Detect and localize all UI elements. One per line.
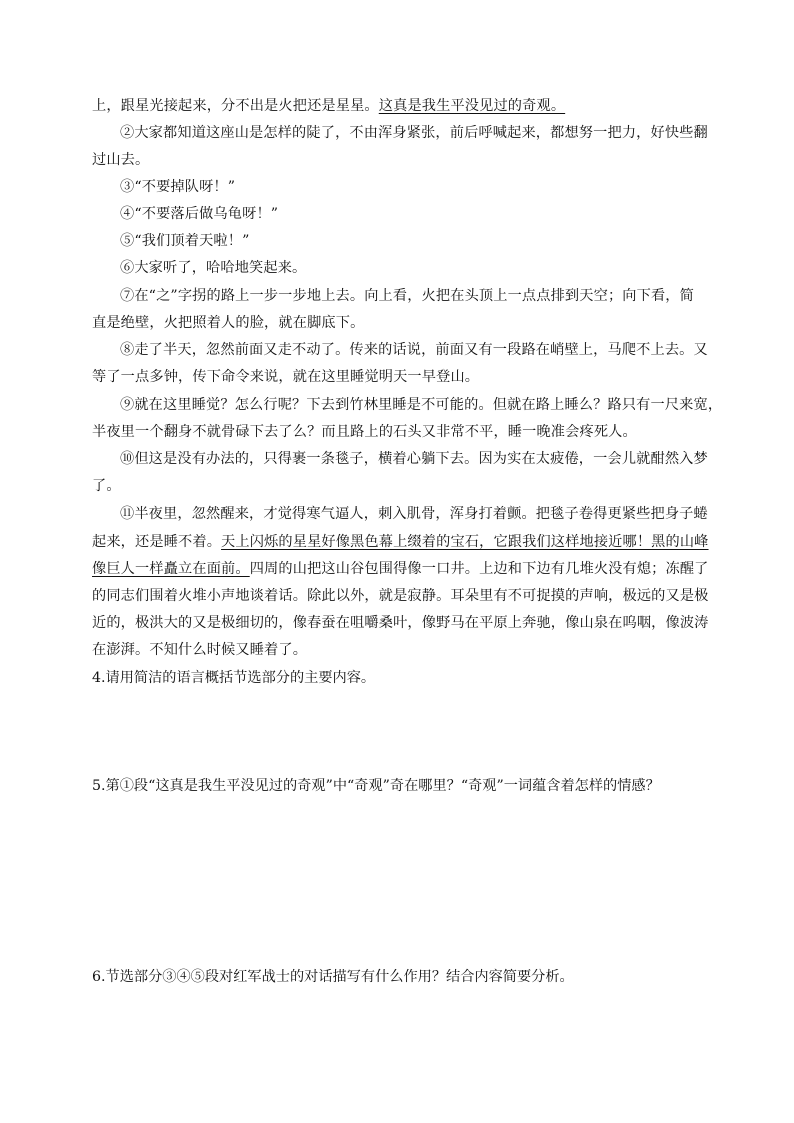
paragraph-11-line-5: 近的，极洪大的又是极细切的，像春蚕在咀嚼桑叶，像野马在平原上奔驰，像山泉在呜咽，像波涛	[92, 615, 709, 631]
passage-text: 四周的山把这山谷包围得像一口井。上边和下边有几堆火没有熄；冻醒了	[249, 561, 709, 577]
paragraph-8-line-1: ⑧走了半天，忽然前面又走不动了。传来的话说，前面又有一段路在峭壁上，马爬不上去。又	[120, 342, 708, 358]
paragraph-11-line-2	[92, 532, 709, 552]
passage-line-1	[92, 96, 565, 116]
paragraph-6: ⑥大家听了，哈哈地笑起来。	[120, 260, 307, 276]
question-5: 5.第①段“这真是我生平没见过的奇观”中“奇观”奇在哪里？“奇观”一词蕴含着怎样的情感？	[92, 778, 660, 794]
paragraph-7-line-1: ⑦在“之”字拐的路上一步一步地上去。向上看，火把在头顶上一点点排到天空；向下看，简	[120, 288, 694, 304]
underlined-sentence: 天上闪烁的星星好像黑色幕上缀着的宝石，它跟我们这样地接近哪！黑的山峰	[221, 534, 709, 550]
paragraph-10-line-2: 了。	[92, 478, 121, 494]
paragraph-2-line-2: 过山去。	[92, 152, 150, 168]
paragraph-11-line-1: ⑪半夜里，忽然醒来，才觉得寒气逼人，刺入肌骨，浑身打着颤。把毯子卷得更紧些把身子蜷	[120, 506, 708, 522]
paragraph-11-line-6: 在澎湃。不知什么时候又睡着了。	[92, 642, 308, 658]
paragraph-10-line-1: ⑩但这是没有办法的，只得裹一条毯子，横着心躺下去。因为实在太疲倦，一会儿就酣然入梦	[120, 451, 708, 467]
question-4: 4.请用简洁的语言概括节选部分的主要内容。	[92, 670, 376, 686]
paragraph-8-line-2: 等了一点多钟，传下命令来说，就在这里睡觉明天一早登山。	[92, 369, 480, 385]
paragraph-9-line-2: 半夜里一个翻身不就骨碌下去了么？而且路上的石头又非常不平，睡一晚准会疼死人。	[92, 424, 637, 440]
paragraph-3: ③“不要掉队呀！”	[120, 179, 236, 195]
underlined-sentence: 这真是我生平没见过的奇观。	[378, 98, 566, 114]
passage-text: 上，跟星光接起来，分不出是火把还是星星。	[92, 98, 379, 114]
question-6: 6.节选部分③④⑤段对红军战士的对话描写有什么作用？结合内容简要分析。	[92, 969, 574, 985]
paragraph-2-line-1: ②大家都知道这座山是怎样的陡了，不由浑身紧张，前后呼喊起来，都想努一把力，好快些翻	[120, 125, 708, 141]
paragraph-11-line-4: 的同志们围着火堆小声地谈着话。除此以外，就是寂静。耳朵里有不可捉摸的声响，极远的又是极	[92, 588, 709, 604]
paragraph-11-line-3	[92, 559, 709, 579]
paragraph-9-line-1: ⑨就在这里睡觉？怎么行呢？下去到竹林里睡是不可能的。但就在路上睡么？路只有一尺来宽，	[120, 397, 723, 413]
paragraph-4: ④“不要落后做乌龟呀！”	[120, 206, 279, 222]
passage-text: 起来，还是睡不着。	[92, 534, 222, 550]
underlined-sentence: 像巨人一样矗立在面前。	[92, 561, 250, 577]
paragraph-5: ⑤“我们顶着天啦！”	[120, 233, 250, 249]
paragraph-7-line-2: 直是绝壁，火把照着人的脸，就在脚底下。	[92, 315, 365, 331]
